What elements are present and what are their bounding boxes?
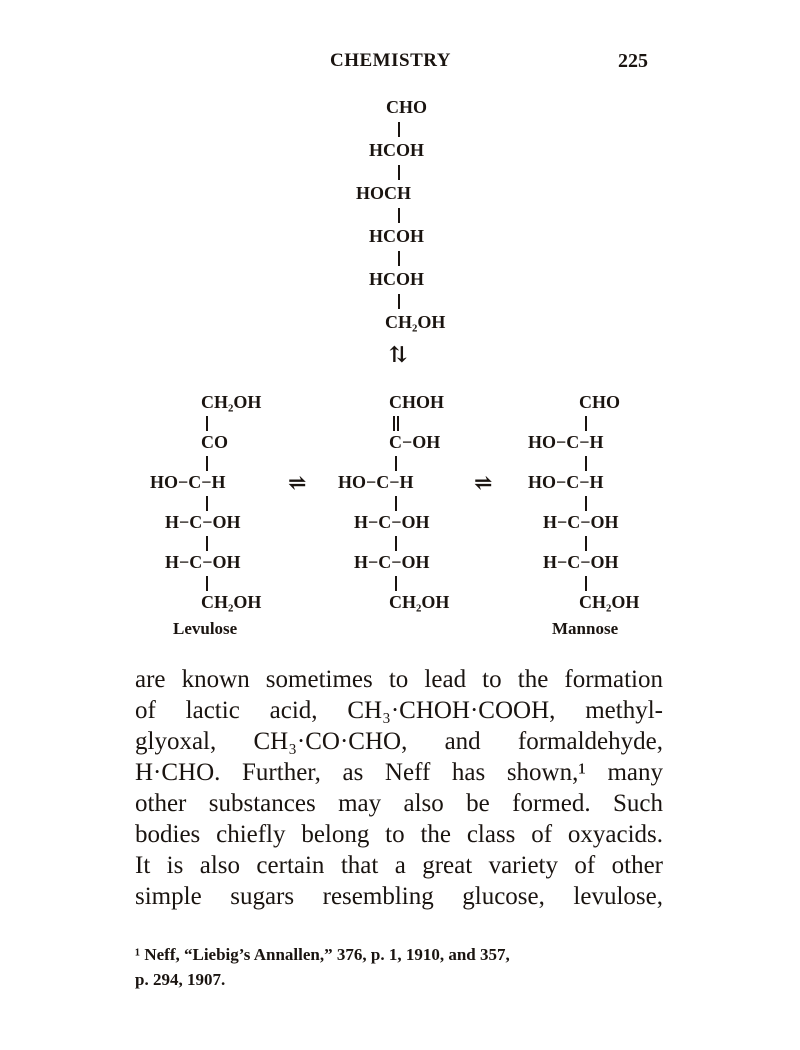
formula-line: H−C−OH	[165, 512, 241, 532]
footnote-line: ¹ Neff, “Liebig’s Annallen,” 376, p. 1, 1910, and 357,	[135, 945, 510, 964]
formula-line: HO−C−H	[528, 472, 604, 492]
single-bond	[585, 536, 587, 551]
formula-line: C−OH	[389, 432, 441, 452]
single-bond	[398, 294, 400, 309]
single-bond	[585, 576, 587, 591]
running-head: CHEMISTRY	[330, 50, 452, 71]
formula-line: HO−C−H	[150, 472, 226, 492]
equilibrium-arrow-icon: ⇌	[288, 470, 307, 495]
footnote	[135, 942, 663, 992]
formula-line: CH₂OH	[201, 392, 262, 412]
equilibrium-arrow-icon: ⇌	[474, 470, 493, 495]
formula-line: H−C−OH	[354, 512, 430, 532]
single-bond	[395, 576, 397, 591]
single-bond	[398, 208, 400, 223]
double-bond	[393, 416, 399, 431]
formula-line: CH₂OH	[385, 312, 446, 332]
formula-line: CHO	[579, 392, 621, 412]
single-bond	[398, 251, 400, 266]
text-line: glyoxal, CH₃·CO·CHO, and formaldehyde,	[135, 728, 663, 755]
formula-line: HCOH	[369, 269, 425, 289]
equilibrium-arrow-icon: ⇅	[389, 342, 408, 367]
formula-line: CH₂OH	[579, 592, 640, 612]
formula-line: HO−C−H	[338, 472, 414, 492]
mannose-caption: Mannose	[552, 619, 619, 638]
single-bond	[585, 456, 587, 471]
text-line: are known sometimes to lead to the formation	[135, 666, 663, 693]
formula-line: H−C−OH	[165, 552, 241, 572]
body-paragraph	[135, 664, 663, 912]
single-bond	[585, 416, 587, 431]
levulose-caption: Levulose	[173, 619, 238, 638]
single-bond	[398, 165, 400, 180]
text-line: of lactic acid, CH₃·CHOH·COOH, methyl-	[135, 697, 663, 724]
single-bond	[395, 496, 397, 511]
formula-line: CH₂OH	[389, 592, 450, 612]
text-line: other substances may also be formed. Such	[135, 790, 663, 817]
formula-line: H−C−OH	[354, 552, 430, 572]
formula-line: CHOH	[389, 392, 445, 412]
single-bond	[395, 456, 397, 471]
single-bond	[206, 496, 208, 511]
formula-line: H−C−OH	[543, 552, 619, 572]
formula-line: HO−C−H	[528, 432, 604, 452]
single-bond	[206, 416, 208, 431]
text-line: simple sugars resembling glucose, levulose,	[135, 883, 663, 910]
text-line: It is also certain that a great variety of other	[135, 852, 663, 879]
formula-line: HCOH	[369, 140, 425, 160]
single-bond	[398, 122, 400, 137]
single-bond	[585, 496, 587, 511]
single-bond	[206, 536, 208, 551]
page-number: 225	[618, 50, 648, 72]
formula-line: H−C−OH	[543, 512, 619, 532]
single-bond	[395, 536, 397, 551]
formula-line: CHO	[386, 97, 428, 117]
single-bond	[206, 576, 208, 591]
text-line: H·CHO. Further, as Neff has shown,¹ many	[135, 759, 663, 786]
formula-line: HCOH	[369, 226, 425, 246]
text-line: bodies chiefly belong to the class of oxyacids.	[135, 821, 663, 848]
formula-line: HOCH	[356, 183, 412, 203]
footnote-line: p. 294, 1907.	[135, 970, 226, 989]
single-bond	[206, 456, 208, 471]
formula-line: CO	[201, 432, 228, 452]
formula-line: CH₂OH	[201, 592, 262, 612]
